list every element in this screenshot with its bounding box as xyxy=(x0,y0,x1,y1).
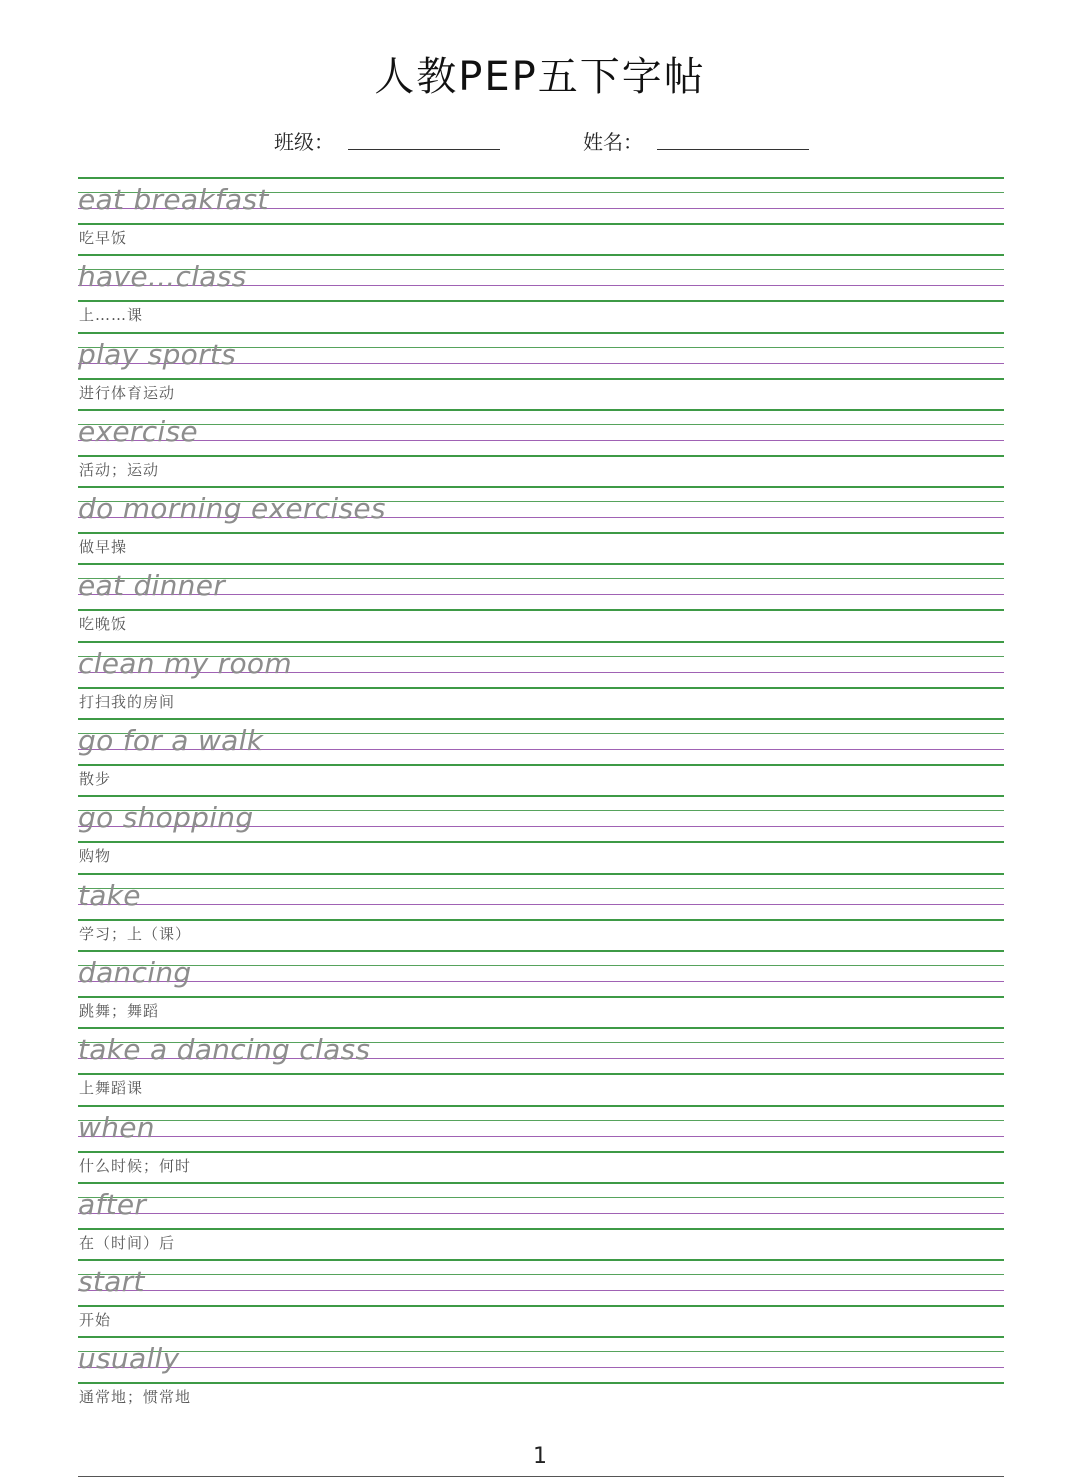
chinese-meaning: 打扫我的房间 xyxy=(79,692,176,711)
guide-line-middle-lower xyxy=(78,1136,1004,1137)
guide-line-base xyxy=(78,300,1004,302)
english-word: go for a walk xyxy=(78,724,264,758)
english-word: go shopping xyxy=(78,801,254,835)
page-number: 1 xyxy=(533,1444,547,1469)
footer-rule xyxy=(78,1476,1004,1477)
guide-line-base xyxy=(78,609,1004,611)
guide-line-top xyxy=(78,795,1004,797)
guide-line-middle-lower xyxy=(78,904,1004,905)
guide-line-middle-lower xyxy=(78,981,1004,982)
chinese-meaning: 吃早饭 xyxy=(79,229,128,247)
english-word: do morning exercises xyxy=(78,492,386,526)
guide-line-top xyxy=(78,177,1004,179)
guide-line-middle-upper xyxy=(78,1120,1004,1121)
guide-line-middle-lower xyxy=(78,1290,1004,1291)
chinese-meaning: 什么时候；何时 xyxy=(79,1156,192,1175)
guide-line-middle-lower xyxy=(78,1213,1004,1214)
copybook-entry xyxy=(78,1027,1004,1104)
copybook-entry xyxy=(78,873,1004,950)
class-blank-line[interactable] xyxy=(348,149,500,150)
guide-line-middle-lower xyxy=(78,440,1004,441)
english-word: exercise xyxy=(78,414,198,448)
guide-line-base xyxy=(78,841,1004,843)
guide-line-top xyxy=(78,1259,1004,1261)
guide-line-top xyxy=(78,332,1004,334)
copybook-entry xyxy=(78,563,1004,640)
copybook-entry xyxy=(78,1105,1004,1182)
guide-line-base xyxy=(78,1382,1004,1384)
english-word: play sports xyxy=(78,337,237,371)
chinese-meaning: 在（时间）后 xyxy=(79,1233,176,1252)
guide-line-top xyxy=(78,950,1004,952)
chinese-meaning: 上……课 xyxy=(79,306,144,325)
chinese-meaning: 进行体育运动 xyxy=(79,383,176,402)
guide-line-base xyxy=(78,532,1004,534)
chinese-meaning: 上舞蹈课 xyxy=(79,1079,144,1098)
guide-line-middle-upper xyxy=(78,888,1004,889)
guide-line-middle-upper xyxy=(78,1351,1004,1352)
copybook-entry xyxy=(78,950,1004,1027)
copybook-entry xyxy=(78,1259,1004,1336)
english-word: when xyxy=(78,1110,155,1144)
class-label: 班级： xyxy=(274,130,334,154)
guide-line-top xyxy=(78,254,1004,256)
guide-line-top xyxy=(78,1182,1004,1184)
guide-line-middle-upper xyxy=(78,965,1004,966)
guide-line-base xyxy=(78,223,1004,225)
chinese-meaning: 学习；上（课） xyxy=(79,924,192,943)
guide-line-base xyxy=(78,764,1004,766)
guide-line-top xyxy=(78,1105,1004,1107)
chinese-meaning: 跳舞；舞蹈 xyxy=(79,1001,160,1020)
guide-line-top xyxy=(78,718,1004,720)
copybook-entry xyxy=(78,177,1004,254)
chinese-meaning: 活动；运动 xyxy=(79,460,160,479)
copybook-entry xyxy=(78,641,1004,718)
english-word: after xyxy=(78,1187,147,1221)
copybook-entry xyxy=(78,254,1004,331)
english-word: clean my room xyxy=(78,646,292,680)
guide-line-base xyxy=(78,455,1004,457)
name-label: 姓名： xyxy=(583,130,643,154)
english-word: eat dinner xyxy=(78,569,226,603)
english-word: dancing xyxy=(78,955,192,989)
guide-line-top xyxy=(78,873,1004,875)
chinese-meaning: 散步 xyxy=(79,770,112,789)
guide-line-middle-upper xyxy=(78,424,1004,425)
guide-line-base xyxy=(78,919,1004,921)
chinese-meaning: 购物 xyxy=(79,847,112,866)
page-title: 人教PEP五下字帖 xyxy=(374,54,706,100)
guide-line-base xyxy=(78,378,1004,380)
guide-line-base xyxy=(78,1305,1004,1307)
guide-line-top xyxy=(78,641,1004,643)
guide-line-base xyxy=(78,1151,1004,1153)
copybook-entry xyxy=(78,718,1004,795)
english-word: eat breakfast xyxy=(78,183,269,216)
guide-line-middle-lower xyxy=(78,1367,1004,1368)
guide-line-top xyxy=(78,409,1004,411)
student-info-row xyxy=(0,122,1080,156)
guide-line-top xyxy=(78,563,1004,565)
name-blank-line[interactable] xyxy=(657,149,809,150)
chinese-meaning: 吃晚饭 xyxy=(79,615,128,634)
chinese-meaning: 开始 xyxy=(79,1311,112,1330)
english-word: have...class xyxy=(78,260,247,294)
copybook-entry xyxy=(78,1336,1004,1413)
english-word: take a dancing class xyxy=(78,1033,371,1067)
copybook-sheet xyxy=(78,177,1004,1414)
english-word: usually xyxy=(78,1342,180,1376)
english-word: start xyxy=(78,1265,145,1299)
chinese-meaning: 做早操 xyxy=(79,538,128,557)
guide-line-middle-upper xyxy=(78,1197,1004,1198)
guide-line-top xyxy=(78,1027,1004,1029)
guide-line-base xyxy=(78,687,1004,689)
chinese-meaning: 通常地；惯常地 xyxy=(79,1388,192,1407)
copybook-entry xyxy=(78,486,1004,563)
guide-line-top xyxy=(78,486,1004,488)
copybook-entry xyxy=(78,409,1004,486)
guide-line-base xyxy=(78,1228,1004,1230)
guide-line-top xyxy=(78,1336,1004,1338)
copybook-entry xyxy=(78,1182,1004,1259)
guide-line-middle-upper xyxy=(78,1274,1004,1275)
guide-line-base xyxy=(78,1073,1004,1075)
copybook-entry xyxy=(78,795,1004,872)
guide-line-base xyxy=(78,996,1004,998)
english-word: take xyxy=(78,878,141,912)
copybook-entry xyxy=(78,332,1004,409)
